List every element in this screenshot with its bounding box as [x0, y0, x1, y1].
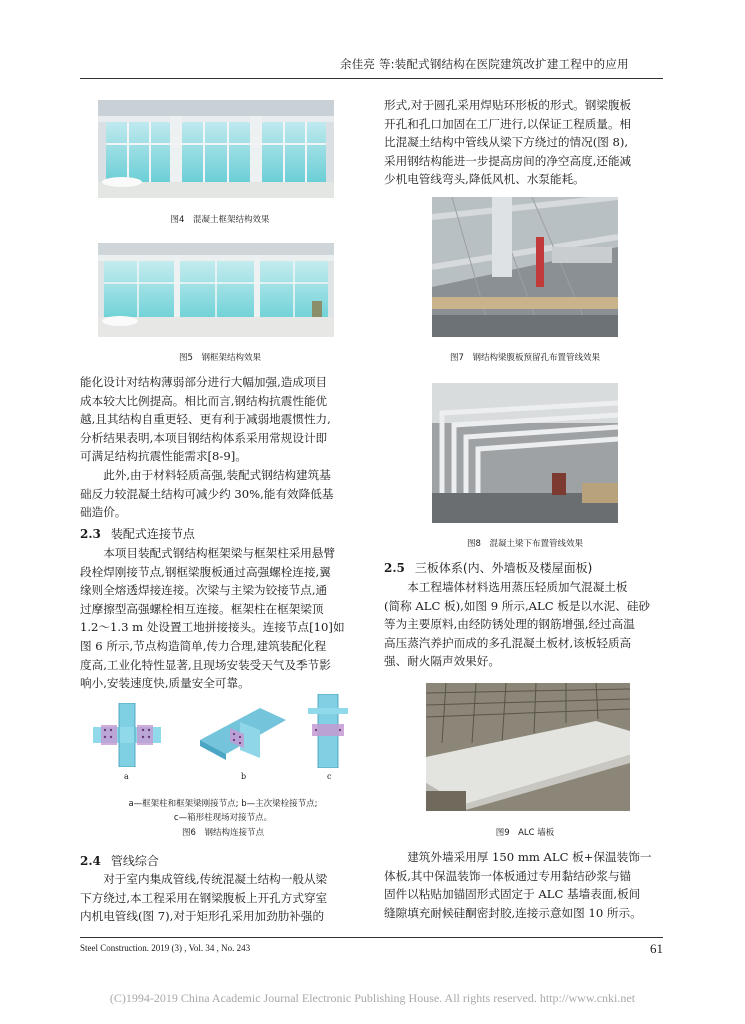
text-line: 体板,其中保温装饰一体板通过专用黏结砂浆与锚 [384, 868, 632, 883]
header-rule [80, 78, 663, 79]
text-line: 图 6 所示,节点构造简单,传力合理,建筑装配化程 [80, 638, 327, 653]
figure-8-image [432, 383, 618, 523]
text-line: 建筑外墙采用厚 150 mm ALC 板+保温装饰一 [407, 850, 652, 864]
text-line: 过摩擦型高强螺栓相互连接。框架柱在框架梁顶 [80, 601, 324, 616]
text-line: 可满足结构抗震性能需求[8-9]。 [80, 449, 247, 464]
figure-8-caption: 图8 混凝土梁下布置管线效果 [467, 539, 583, 549]
copyright-watermark: (C)1994-2019 China Academic Journal Electronic Publishing House. All rights reserved. http://www.cnki.net [109, 991, 636, 1005]
text-line: 比混凝土结构中管线从梁下方绕过的情况(图 8), [384, 135, 629, 150]
paragraph-connections [80, 544, 366, 693]
text-line: 缘则全熔透焊接连接。次梁与主梁为铰接节点,通 [80, 583, 328, 598]
figure-4-caption: 图4 混凝土框架结构效果 [170, 215, 270, 225]
text-line: 少机电管线弯头,降低风机、水泵能耗。 [384, 172, 585, 187]
text-line: 础造价。 [80, 505, 127, 520]
text-line: 成本较大比例提高。相比而言,钢结构抗震性能优 [80, 393, 328, 408]
text-line: 1.2～1.3 m 处设置工地拼接接头。连接节点[10]如 [80, 620, 345, 635]
section-heading-2-5 [384, 559, 592, 576]
paragraph-web-openings [384, 96, 666, 189]
figure-5-caption: 图5 钢框架结构效果 [179, 353, 261, 363]
text-line: 对于室内集成管线,传统混凝土结构一般从梁 [103, 872, 328, 886]
footer-rule [80, 937, 663, 938]
text-line: 形式,对于圆孔采用焊贴环形板的形式。钢梁腹板 [384, 98, 632, 112]
figure-9-caption: 图9 ALC 墙板 [495, 828, 555, 838]
figure-6-label-c: c [327, 772, 332, 781]
figure-7-image [432, 197, 618, 337]
text-line: 段栓焊刚接节点,钢框梁腹板通过高强螺栓连接,翼 [80, 564, 331, 579]
text-line: 采用钢结构能进一步提高房间的净空高度,还能减 [384, 153, 632, 168]
figure-6a-image [93, 703, 161, 767]
figure-6b-image [200, 700, 286, 766]
text-line: 高压蒸汽养护而成的多孔混凝土板材,该板轻质高 [384, 635, 632, 650]
paragraph-foundation [80, 466, 366, 522]
text-line: 缝隙填充耐候硅酮密封胶,连接示意如图 10 所示。 [384, 905, 642, 920]
text-line: 度高,工业化特性显著,且现场安装受天气及季节影 [80, 657, 331, 672]
paragraph-pipelines [80, 870, 366, 926]
text-line: 越,且其结构自重更轻、更有利于减弱地震惯性力, [80, 412, 331, 427]
figure-5-image [98, 243, 334, 337]
paragraph-external-wall [384, 848, 666, 922]
figure-6-note-1: a—框架柱和框架梁刚接节点; b—主次梁栓接节点; [128, 799, 318, 809]
figure-9-image [426, 683, 630, 811]
text-line: 分析结果表明,本项目钢结构体系采用常规设计即 [80, 430, 328, 445]
text-line: 强、耐火隔声效果好。 [384, 654, 500, 669]
text-line: 下方绕过,本工程采用在钢梁腹板上开孔方式穿室 [80, 890, 328, 905]
page-number: 61 [650, 941, 663, 956]
text-line: (简称 ALC 板),如图 9 所示,ALC 板是以水泥、硅砂 [384, 598, 651, 613]
text-line: 此外,由于材料轻质高强,装配式钢结构建筑基 [103, 468, 331, 482]
section-number: 2.5 [384, 561, 405, 575]
figure-4-image [98, 100, 334, 198]
section-number: 2.3 [80, 527, 101, 541]
section-number: 2.4 [80, 854, 101, 868]
running-title: 余佳亮 等:装配式钢结构在医院建筑改扩建工程中的应用 [340, 57, 629, 71]
section-title: 装配式连接节点 [110, 527, 195, 541]
text-line: 能化设计对结构薄弱部分进行大幅加强,造成项目 [80, 375, 328, 389]
section-title: 三板体系(内、外墙板及楼屋面板) [414, 561, 593, 575]
figure-7-caption: 图7 钢结构梁腹板预留孔布置管线效果 [450, 353, 600, 363]
paragraph-seismic [80, 373, 366, 466]
section-heading-2-4 [80, 852, 159, 869]
text-line: 本工程墙体材料选用蒸压轻质加气混凝土板 [407, 580, 628, 594]
figure-6-label-a: a [124, 772, 129, 781]
text-line: 内机电管线(图 7),对于矩形孔采用加劲肋补强的 [80, 909, 325, 924]
section-title: 管线综合 [110, 854, 159, 868]
text-line: 开孔和孔口加固在工厂进行,以保证工程质量。相 [384, 116, 632, 131]
figure-6-label-b: b [241, 772, 247, 781]
section-heading-2-3 [80, 525, 195, 542]
figure-6-note-2: c—箱形柱现场对接节点。 [173, 813, 273, 823]
journal-citation: Steel Construction. 2019 (3) , Vol. 34 , No. 243 [80, 943, 251, 953]
text-line: 固件以粘贴加锚固形式固定于 ALC 基墙表面,板间 [384, 887, 641, 902]
text-line: 本项目装配式钢结构框架梁与框架柱采用悬臂 [103, 546, 336, 560]
figure-6-caption: 图6 钢结构连接节点 [182, 828, 264, 838]
text-line: 等为主要原料,由经防锈处理的钢筋增强,经过高温 [384, 617, 635, 632]
text-line: 响小,安装速度快,质量安全可靠。 [80, 676, 250, 691]
text-line: 础反力较混凝土结构可减少约 30%,能有效降低基 [80, 486, 334, 501]
paragraph-alc [384, 578, 666, 671]
figure-6c-image [308, 694, 348, 768]
